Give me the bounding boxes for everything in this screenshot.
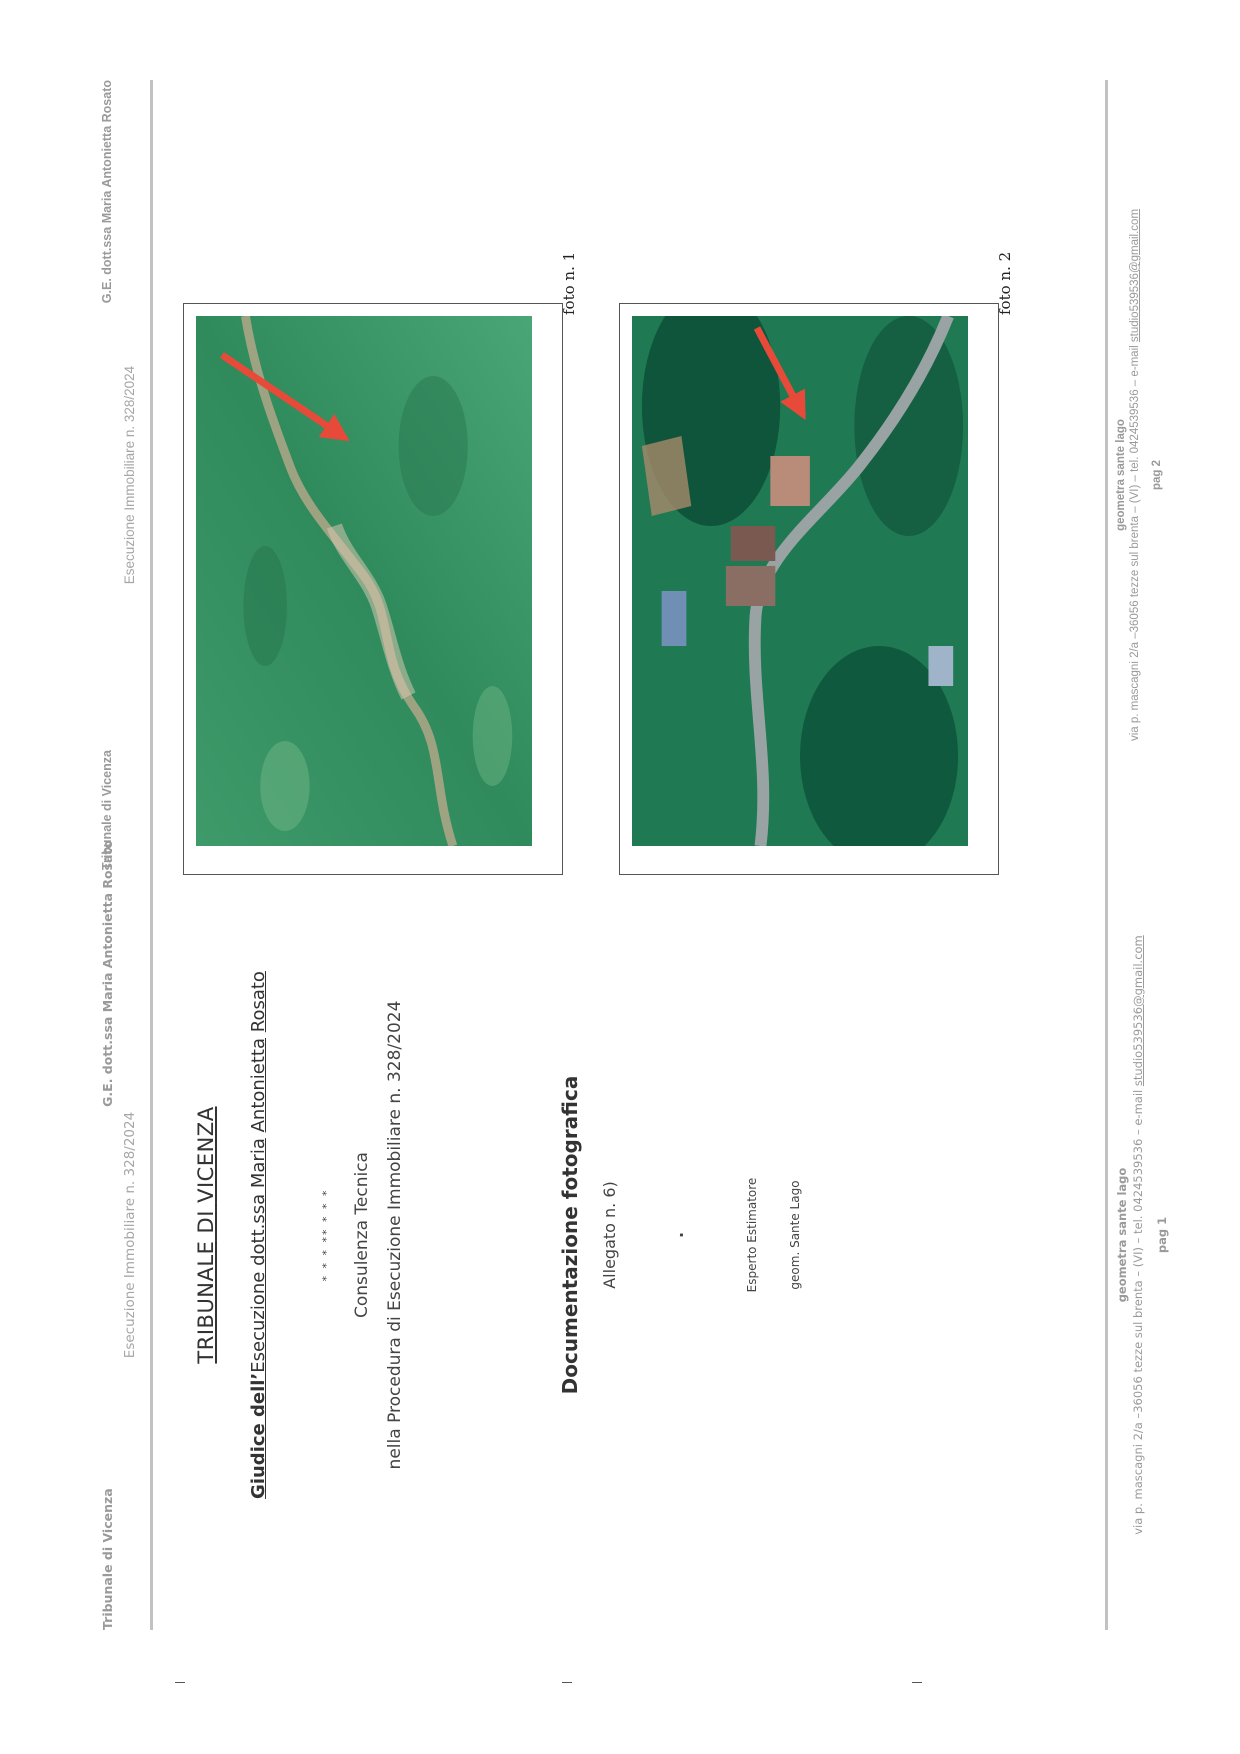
footer-name: geometra sante lago bbox=[1115, 419, 1127, 531]
page-number: pag 2 bbox=[1151, 459, 1163, 491]
crop-mark-right bbox=[912, 1682, 922, 1683]
photo-caption-1: foto n. 1 bbox=[560, 251, 578, 315]
footer-address-text: via p. mascagni 2/a –36056 tezze sul brenta – (VI) – tel. 0424539536 – e-mail bbox=[1129, 345, 1141, 742]
dot-mark: . bbox=[668, 1231, 687, 1239]
header-rule bbox=[150, 80, 153, 870]
header-procedure: Esecuzione Immobiliare n. 328/2024 bbox=[122, 365, 137, 585]
footer-address bbox=[1129, 80, 1141, 870]
doc-heading: Documentazione fotografica bbox=[558, 1075, 582, 1395]
consulenza-line: Consulenza Tecnica bbox=[352, 1152, 372, 1318]
page-footer bbox=[1115, 840, 1169, 1630]
footer-email-link[interactable]: studio539536@gmail.com bbox=[1129, 208, 1141, 343]
judge-line bbox=[248, 795, 269, 1675]
aerial-photo-1-image bbox=[196, 316, 532, 846]
page-header bbox=[100, 80, 144, 870]
page-2 bbox=[0, 35, 1240, 915]
header-court: Tribunale di Vicenza bbox=[100, 1488, 115, 1630]
header-judge: G.E. dott.ssa Maria Antonietta Rosato bbox=[100, 840, 115, 1107]
judge-mid: Esecuzione dott.ssa Maria bbox=[248, 1138, 269, 1373]
page-footer bbox=[1115, 80, 1163, 870]
document-title bbox=[194, 795, 218, 1675]
footer-rule bbox=[1105, 80, 1108, 870]
aerial-photo-2 bbox=[632, 316, 968, 846]
header-court: Tribunale di Vicenza bbox=[100, 750, 114, 870]
aerial-photo-2-image bbox=[632, 316, 968, 846]
photo-frame-1 bbox=[183, 303, 563, 875]
crop-mark-center bbox=[562, 1682, 572, 1683]
photo-frame-2 bbox=[619, 303, 999, 875]
footer-name: geometra sante lago bbox=[1115, 1167, 1129, 1303]
judge-name-1: Antonietta bbox=[248, 1037, 269, 1133]
header-procedure: Esecuzione Immobiliare n. 328/2024 bbox=[122, 1111, 138, 1359]
footer-address-text: via p. mascagni 2/a –36056 tezze sul brenta – (VI) – tel. 0424539536 – e-mail bbox=[1131, 1089, 1145, 1535]
expert-role: Esperto Estimatore bbox=[745, 1177, 759, 1293]
page-header bbox=[100, 840, 144, 1630]
footer-email-link[interactable]: studio539536@gmail.com bbox=[1131, 935, 1145, 1087]
footer-address bbox=[1131, 840, 1145, 1630]
judge-name-2: Rosato bbox=[248, 971, 269, 1033]
page-number: pag 1 bbox=[1155, 1216, 1169, 1254]
header-rule bbox=[150, 840, 153, 1630]
allegato-line: Allegato n. 6) bbox=[600, 1181, 619, 1289]
photo-caption-2: foto n. 2 bbox=[996, 251, 1014, 315]
expert-name: geom. Sante Lago bbox=[788, 1180, 802, 1290]
title-word-1: TRIBUNALE bbox=[194, 1240, 218, 1364]
separator-stars: * * * ** * * * bbox=[320, 1188, 333, 1282]
procedura-line: nella Procedura di Esecuzione Immobiliare n. 328/2024 bbox=[385, 1000, 405, 1470]
header-judge: G.E. dott.ssa Maria Antonietta Rosato bbox=[100, 80, 114, 304]
title-word-2: DI bbox=[194, 1210, 218, 1234]
title-word-3: VICENZA bbox=[194, 1106, 218, 1203]
aerial-photo-1 bbox=[196, 316, 532, 846]
crop-mark-left bbox=[175, 1682, 185, 1683]
footer-rule bbox=[1105, 840, 1108, 1630]
page-1 bbox=[0, 795, 1240, 1675]
judge-prefix: Giudice dell’ bbox=[248, 1372, 269, 1499]
